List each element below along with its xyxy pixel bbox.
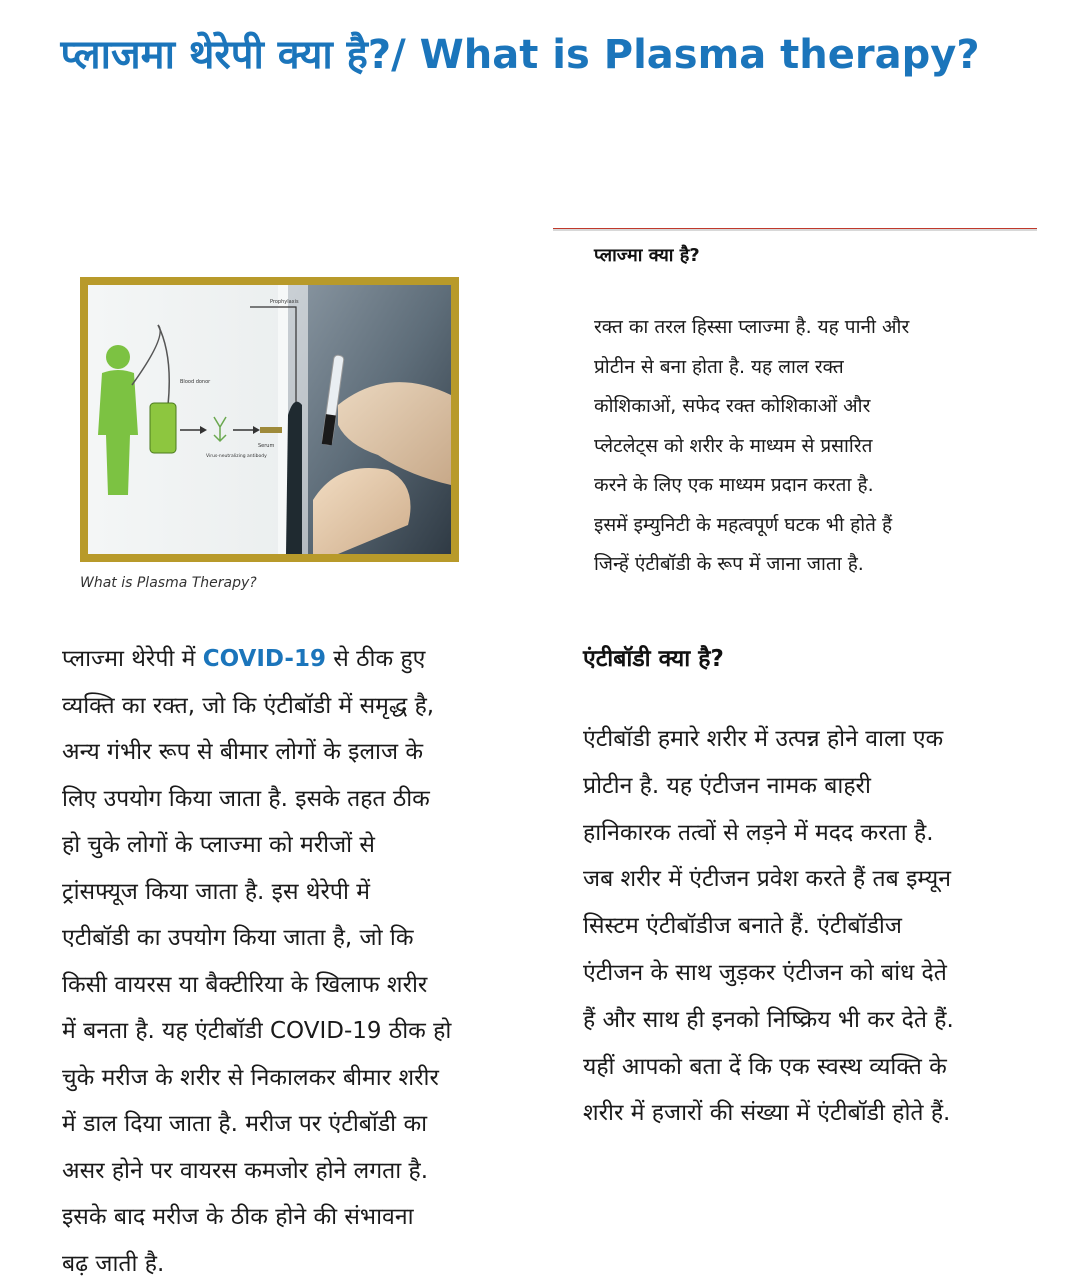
covid-highlight: COVID-19 [202,646,326,672]
antibody-label: Virus-neutralizing antibody [206,454,267,459]
plasma-therapy-figure [80,277,459,562]
antibody-paragraph: एंटीबॉडी हमारे शरीर में उत्पन्न होने वाला एक प्रोटीन है. यह एंटीजन नामक बाहरी हानिकारक तत्वों से लड़ने में मदद करता है. जब शरीर में एंटीजन प्रवेश करते हैं तब इम्यून सिस्टम एंटीबॉडीज बनाते हैं. एंटीबॉडीज एंटीजन के साथ जुड़कर एंटीजन को बांध देते हैं और साथ ही इनको निष्क्रिय भी कर देते हैं. यहीं आपको बता दें कि एक स्वस्थ व्यक्ति के शरीर में हजारों की संख्या में एंटीबॉडी होते हैं. [583,726,954,1127]
prophylaxis-label: Prophylaxis [270,299,299,305]
serum-label: Serum [258,443,275,449]
section-divider [553,228,1037,231]
plasma-paragraph: रक्त का तरल हिस्सा प्लाज्मा है. यह पानी और प्रोटीन से बना होता है. यह लाल रक्त कोशिकाओं, सफेद रक्त कोशिकाओं और प्लेटलेट्स को शरीर के माध्यम से प्रसारित करने के लिए एक माध्यम प्रदान करता है. इसमें इम्युनिटी के महत्वपूर्ण घटक भी होते हैं जिन्हें एंटीबॉडी के रूप में जाना जाता है. [594,316,910,575]
antibody-heading: एंटीबॉडी क्या है? [583,646,724,672]
plasma-therapy-illustration [88,285,451,554]
page-title: प्लाजमा थेरेपी क्या है?/ What is Plasma therapy? [60,32,980,78]
plasma-therapy-paragraph [62,636,542,1287]
plasma-heading: प्लाज्मा क्या है? [594,245,700,266]
plasma-therapy-body: से ठीक हुए व्यक्ति का रक्त, जो कि एंटीबॉडी में समृद्ध है, अन्य गंभीर रूप से बीमार लोगों के इलाज के लिए उपयोग किया जाता है. इसके तहत ठीक हो चुके लोगों के प्लाज्मा को मरीजों से ट्रांसफ्यूज किया जाता है. इस थेरेपी में एटीबॉडी का उपयोग किया जाता है, जो कि किसी वायरस या बैक्टीरिया के खिलाफ शरीर में बनता है. यह एंटीबॉडी COVID-19 ठीक हो चुके मरीज के शरीर से निकालकर बीमार शरीर में डाल दिया जाता है. मरीज पर एंटीबॉडी का असर होने पर वायरस कमजोर होने लगता है. इसके बाद मरीज के ठीक होने की संभावना बढ़ जाती है. [62,646,452,1277]
figure-caption: What is Plasma Therapy? [80,575,257,591]
blood-donor-label: Blood donor [180,379,211,385]
intro-text: प्लाज्मा थेरेपी में [62,646,203,672]
